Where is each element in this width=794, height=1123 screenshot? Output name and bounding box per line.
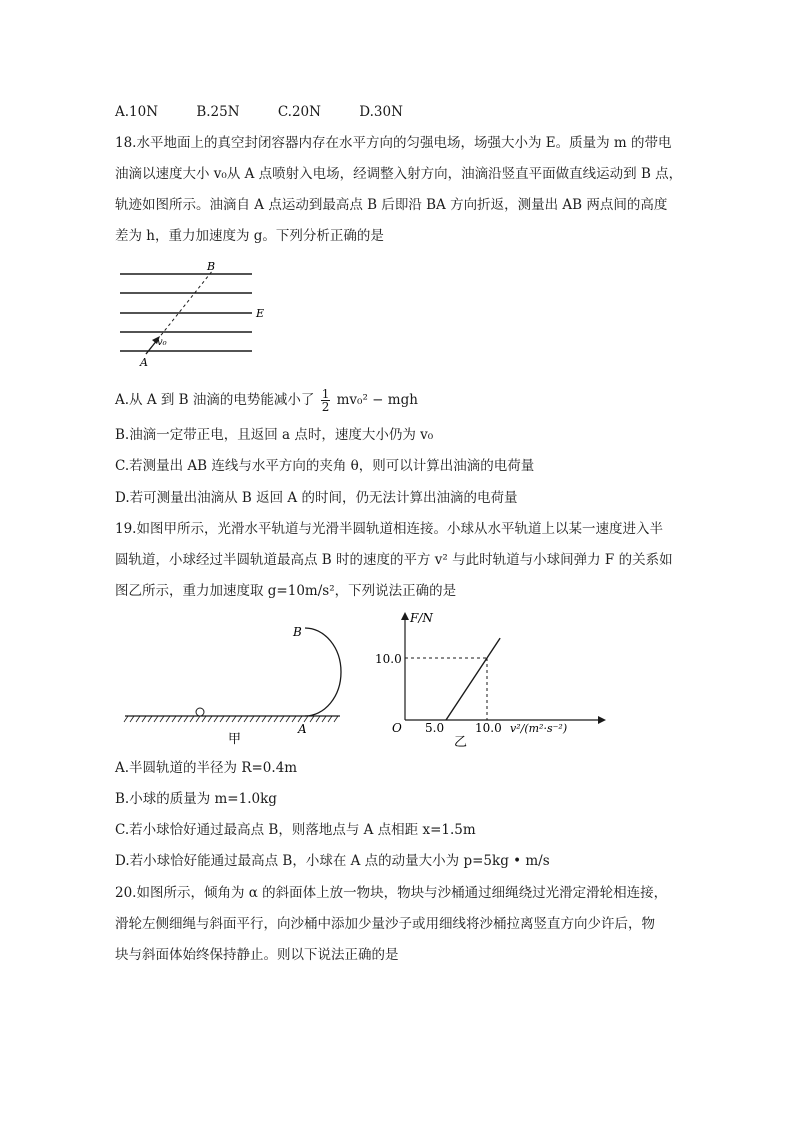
label-b: B: [293, 625, 302, 639]
x-tick-label-1: 5.0: [425, 721, 445, 735]
q19-track-figure: [120, 618, 360, 750]
q18-option-b: B.油滴一定带正电，且返回 a 点时，速度大小仍为 v₀: [115, 427, 434, 443]
semicircle-track: [305, 628, 341, 716]
q19-option-b: B.小球的质量为 m=1.0kg: [115, 791, 277, 807]
q20-stem-line-2: 滑轮左侧细绳与斜面平行，向沙桶中添加少量沙子或用细线将沙桶拉离竖直方向少许后，物: [115, 916, 655, 932]
q19-stem-line-3: 图乙所示，重力加速度取 g=10m/s²，下列说法正确的是: [115, 583, 457, 599]
q18-stem-line-1: 18.水平地面上的真空封闭容器内存在水平方向的匀强电场，场强大小为 E。质量为 m 的带电: [115, 135, 672, 151]
q17-option-a: A.10N: [115, 104, 159, 120]
q20-stem-line-3: 块与斜面体始终保持静止。则以下说法正确的是: [115, 947, 399, 963]
label-b: B: [207, 260, 216, 273]
x-tick-label-2: 10.0: [475, 721, 502, 735]
q17-option-c: C.20N: [277, 104, 321, 120]
label-v0: v₀: [157, 337, 167, 348]
y-tick-label: 10.0: [375, 652, 402, 666]
q17-options: [115, 103, 437, 121]
q18-stem-line-2: 油滴以速度大小 v₀从 A 点喷射入电场，经调整入射方向，油滴沿竖直平面做直线运动到 B 点，: [115, 166, 683, 182]
q19-option-a: A.半圆轨道的半径为 R=0.4m: [115, 760, 298, 776]
q19-stem-line-2: 圆轨道，小球经过半圆轨道最高点 B 时的速度的平方 v² 与此时轨道与小球间弹力 F 的关系如: [115, 552, 673, 568]
q18-option-d: D.若可测量出油滴从 B 返回 A 的时间，仍无法计算出油滴的电荷量: [115, 490, 518, 506]
fraction-half: $\frac{1}{2}$: [321, 387, 330, 414]
q19-option-d: D.若小球恰好能通过最高点 B，小球在 A 点的动量大小为 p=5kg • m/s: [115, 853, 550, 869]
q17-option-b: B.25N: [196, 104, 240, 120]
label-e: E: [256, 307, 265, 320]
q19-option-c: C.若小球恰好通过最高点 B，则落地点与 A 点相距 x=1.5m: [115, 822, 476, 838]
caption-yi: 乙: [454, 735, 468, 748]
label-a: A: [140, 356, 148, 369]
x-axis-label: v²/(m²·s⁻²): [510, 722, 568, 735]
f-v2-line: [446, 638, 500, 720]
q18-field-figure: [110, 260, 280, 370]
q17-option-d: D.30N: [359, 104, 403, 120]
origin-label: O: [392, 721, 402, 735]
q18-option-c: C.若测量出 AB 连线与水平方向的夹角 θ，则可以计算出油滴的电荷量: [115, 458, 535, 474]
q18-stem-line-3: 轨迹如图所示。油滴自 A 点运动到最高点 B 后即沿 BA 方向折返，测量出 AB 两点间的高度: [115, 197, 668, 213]
caption-jia: 甲: [228, 732, 242, 747]
q20-stem-line-1: 20.如图所示，倾角为 α 的斜面体上放一物块，物块与沙桶通过细绳绕过光滑定滑轮相连接，: [115, 885, 668, 901]
ball-icon: [196, 708, 204, 716]
q18-stem-line-4: 差为 h，重力加速度为 g。下列分析正确的是: [115, 228, 384, 244]
y-axis-label: F/N: [410, 611, 433, 625]
q18-option-a: A.从 A 到 B 油滴的电势能减小了 $\frac{1}{2}$ mv₀² − mgh: [115, 387, 418, 414]
label-a: A: [298, 722, 307, 736]
q19-stem-line-1: 19.如图甲所示，光滑水平轨道与光滑半圆轨道相连接。小球从水平轨道上以某一速度进入半: [115, 521, 663, 537]
q19-graph: [370, 606, 610, 748]
